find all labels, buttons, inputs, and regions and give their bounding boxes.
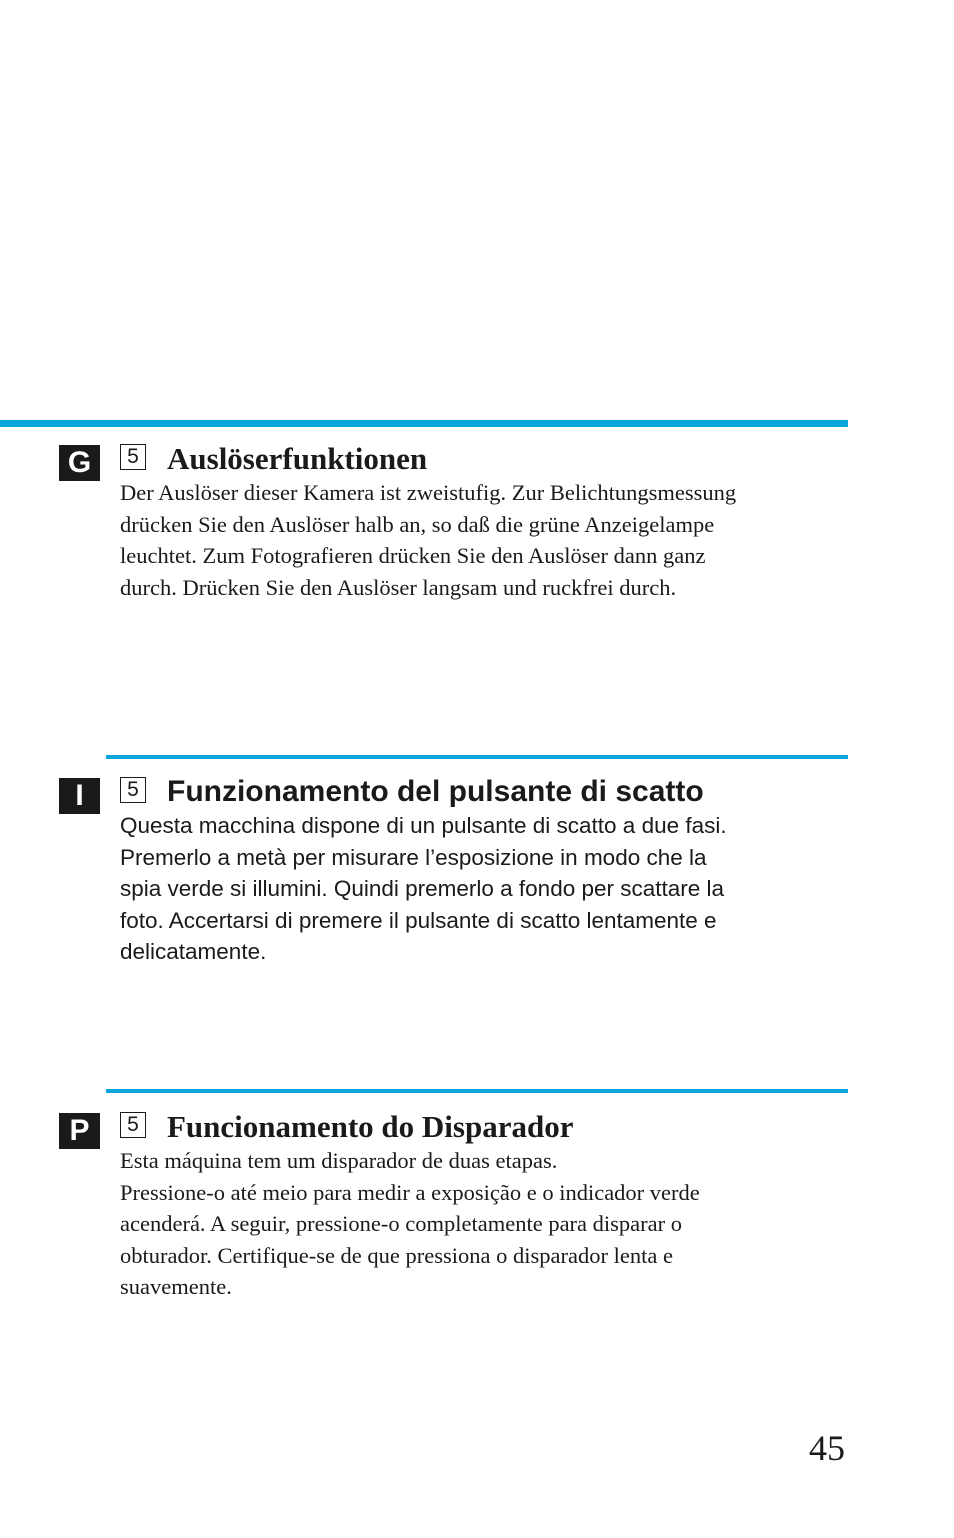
body-line: delicatamente.: [120, 939, 267, 964]
step-number-box: 5: [120, 444, 146, 470]
body-line: Der Auslöser dieser Kamera ist zweistufig. Zur Belichtungsmessung: [120, 480, 737, 505]
step-number-box: 5: [120, 1112, 146, 1138]
body-line: foto. Accertarsi di premere il pulsante di scatto lentamente e: [120, 907, 717, 933]
step-number-box: 5: [120, 777, 146, 803]
body-line: acenderá. A seguir, pressione-o completamente para disparar o: [120, 1211, 682, 1236]
section-heading: [120, 1109, 845, 1145]
language-badge-portuguese: P: [59, 1113, 100, 1149]
language-badge-italian: I: [59, 778, 100, 814]
body-line: Esta máquina tem um disparador de duas etapas.: [120, 1148, 558, 1173]
body-line: Pressione-o até meio para medir a exposição e o indicador verde: [120, 1179, 700, 1205]
body-line: Questa macchina dispone di un pulsante di scatto a due fasi.: [120, 813, 727, 838]
page-number: 45: [809, 1428, 845, 1468]
section-body: [120, 1145, 845, 1303]
body-line: suavemente.: [120, 1274, 232, 1299]
section-heading: [120, 774, 845, 810]
section-body: [120, 477, 845, 603]
section-german: [120, 441, 845, 603]
section-body: [120, 810, 845, 968]
section-portuguese: [120, 1109, 845, 1303]
body-line: drücken Sie den Auslöser halb an, so daß die grüne Anzeigelampe: [120, 511, 715, 537]
body-line: durch. Drücken Sie den Auslöser langsam und ruckfrei durch.: [120, 574, 677, 600]
section-italian: [120, 774, 845, 968]
section-title: Funzionamento del pulsante di scatto: [167, 775, 704, 808]
language-badge-german: G: [59, 445, 100, 481]
section-heading: [120, 441, 845, 477]
body-line: obturador. Certifique-se de que pressiona o disparador lenta e: [120, 1242, 673, 1268]
section-title: Auslöserfunktionen: [167, 441, 428, 476]
section-divider-portuguese: [106, 1089, 848, 1093]
body-line: leuchtet. Zum Fotografieren drücken Sie den Auslöser dann ganz: [120, 543, 706, 568]
section-title: Funcionamento do Disparador: [167, 1109, 574, 1144]
body-line: spia verde si illumini. Quindi premerlo a fondo per scattare la: [120, 876, 725, 901]
section-divider-german: [0, 420, 848, 427]
body-line: Premerlo a metà per misurare l’esposizione in modo che la: [120, 844, 707, 870]
section-divider-italian: [106, 755, 848, 759]
